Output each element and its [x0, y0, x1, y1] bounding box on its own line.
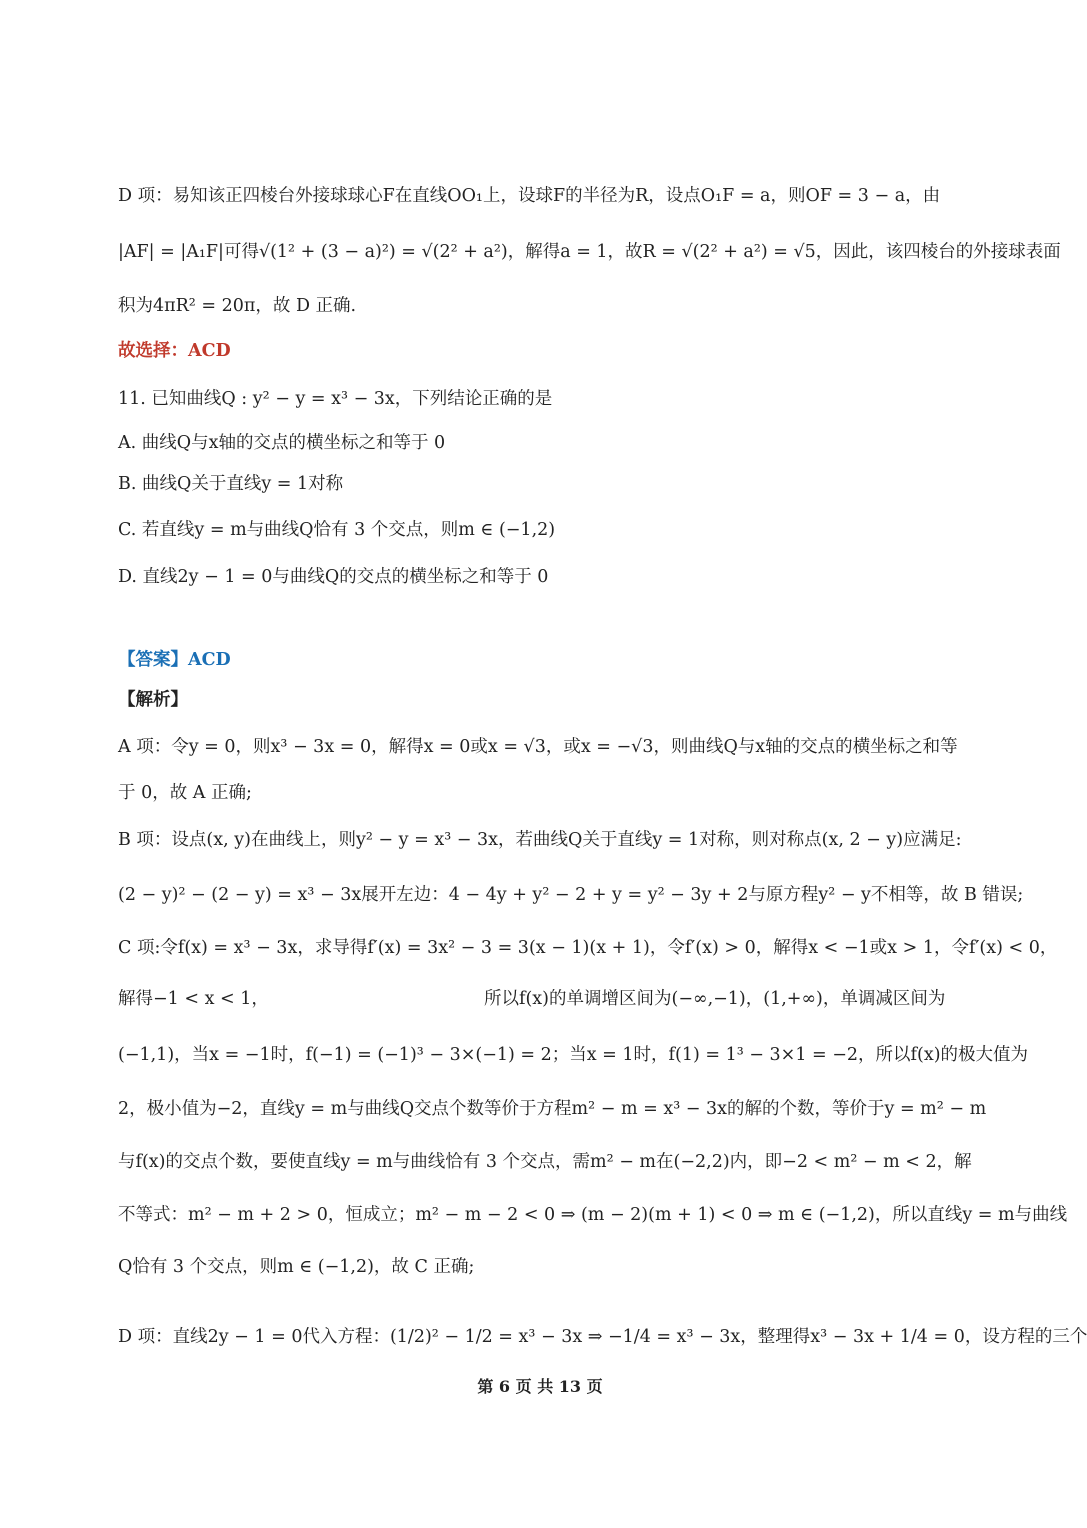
page-footer: 第 6 页 共 13 页 — [477, 1377, 603, 1396]
analysis-a-line-1: A 项：令y = 0，则x³ − 3x = 0，解得x = 0或x = √3，或x = −√3，则曲线Q与x轴的交点的横坐标之和等 — [118, 737, 958, 757]
analysis-c-line-2b: 所以f(x)的单调增区间为(−∞,−1)，(1,+∞)，单调减区间为 — [484, 989, 946, 1009]
analysis-c-line-6: 不等式：m² − m + 2 > 0，恒成立；m² − m − 2 < 0 ⇒ (m − 2)(m + 1) < 0 ⇒ m ∈ (−1,2)，所以直线y = m与曲线 — [118, 1205, 1068, 1225]
question-11-stem: 11. 已知曲线Q : y² − y = x³ − 3x，下列结论正确的是 — [118, 389, 553, 409]
analysis-c-line-5: 与f(x)的交点个数，要使直线y = m与曲线恰有 3 个交点，需m² − m在(−2,2)内，即−2 < m² − m < 2，解 — [118, 1152, 972, 1172]
analysis-c-line-1: C 项:令f(x) = x³ − 3x，求导得f′(x) = 3x² − 3 = 3(x − 1)(x + 1)，令f′(x) > 0，解得x < −1或x > 1，令f′(x) < 0， — [118, 938, 1058, 958]
answer-heading: 【答案】ACD — [118, 650, 231, 670]
option-c: C. 若直线y = m与曲线Q恰有 3 个交点，则m ∈ (−1,2) — [118, 520, 556, 540]
analysis-d-line-1: D 项：直线2y − 1 = 0代入方程：(1/2)² − 1/2 = x³ − 3x ⇒ −1/4 = x³ − 3x，整理得x³ − 3x + 1/4 = 0，设方程的三个 — [118, 1327, 1087, 1347]
analysis-c-line-3: (−1,1)，当x = −1时，f(−1) = (−1)³ − 3×(−1) = 2；当x = 1时，f(1) = 1³ − 3×1 = −2，所以f(x)的极大值为 — [118, 1045, 1029, 1065]
analysis-b-line-1: B 项：设点(x, y)在曲线上，则y² − y = x³ − 3x，若曲线Q关于直线y = 1对称，则对称点(x, 2 − y)应满足: — [118, 830, 962, 850]
analysis-heading: 【解析】 — [118, 690, 188, 710]
analysis-b-line-2: (2 − y)² − (2 − y) = x³ − 3x展开左边：4 − 4y + y² − 2 + y = y² − 3y + 2与原方程y² − y不相等，故 B 错误; — [118, 885, 1024, 905]
analysis-c-line-4: 2，极小值为−2，直线y = m与曲线Q交点个数等价于方程m² − m = x³ − 3x的解的个数，等价于y = m² − m — [118, 1099, 987, 1119]
d-item-line-2: |AF| = |A₁F|可得√(1² + (3 − a)²) = √(2² + a²)，解得a = 1，故R = √(2² + a²) = √5，因此，该四棱台的外接球表面 — [118, 242, 1061, 262]
option-a: A. 曲线Q与x轴的交点的横坐标之和等于 0 — [118, 433, 446, 453]
d-item-line-1: D 项：易知该正四棱台外接球球心F在直线OO₁上，设球F的半径为R，设点O₁F = a，则OF = 3 − a，由 — [118, 186, 941, 206]
d-item-line-3: 积为4πR² = 20π，故 D 正确. — [118, 296, 357, 316]
analysis-c-line-7: Q恰有 3 个交点，则m ∈ (−1,2)，故 C 正确; — [118, 1257, 475, 1277]
previous-choice: 故选择：ACD — [118, 341, 231, 361]
analysis-a-line-2: 于 0，故 A 正确; — [118, 783, 252, 803]
option-b: B. 曲线Q关于直线y = 1对称 — [118, 474, 344, 494]
option-d: D. 直线2y − 1 = 0与曲线Q的交点的横坐标之和等于 0 — [118, 567, 549, 587]
analysis-c-line-2a: 解得−1 < x < 1， — [118, 989, 269, 1009]
